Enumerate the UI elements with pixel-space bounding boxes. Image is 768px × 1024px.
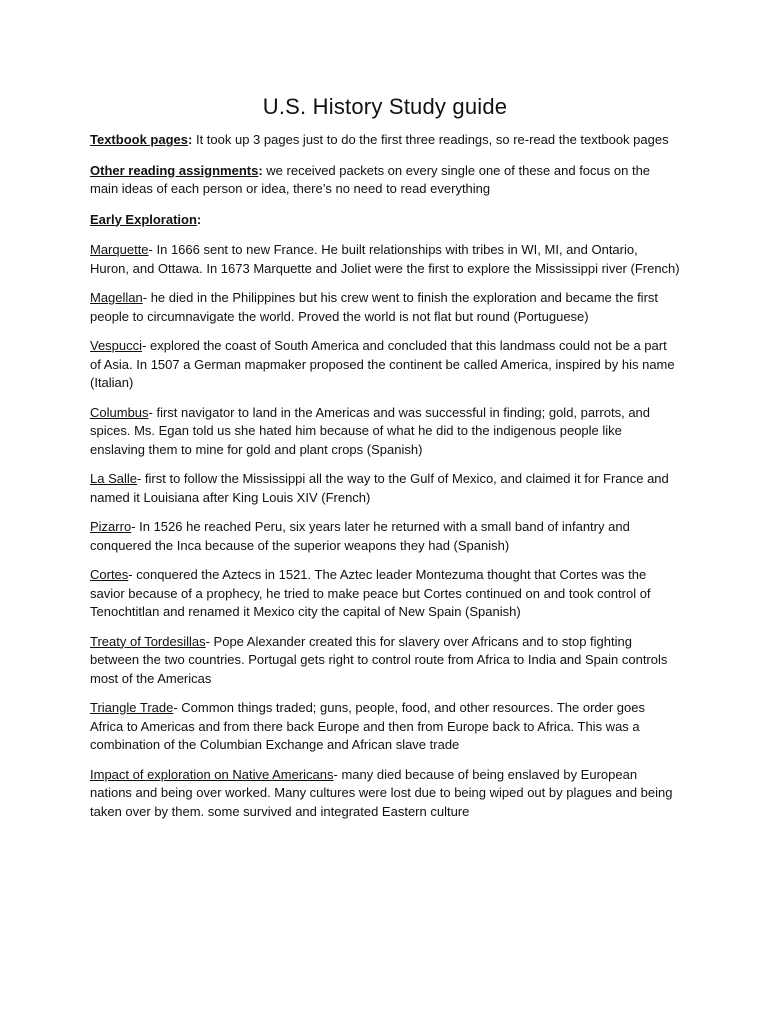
entry-impact-on-native-americans bbox=[90, 766, 680, 822]
textbook-pages-term: Textbook pages bbox=[90, 132, 189, 147]
entry-term: Pizarro bbox=[90, 519, 132, 534]
entry-triangle-trade bbox=[90, 699, 680, 755]
entry-text: - explored the coast of South America and concluded that this landmass could not be a part of Asia. In 1507 a German mapmaker proposed the continent be called America, inspired by his name (Italian) bbox=[90, 338, 675, 390]
entry-marquette bbox=[90, 241, 680, 278]
entry-vespucci bbox=[90, 337, 680, 393]
textbook-pages-colon: : bbox=[188, 132, 193, 147]
entry-text: - first to follow the Mississippi all the way to the Gulf of Mexico, and claimed it for France and named it Louisiana after King Louis XIV (French) bbox=[90, 471, 669, 505]
entry-text: - In 1666 sent to new France. He built relationships with tribes in WI, MI, and Ontario, Huron, and Ottawa. In 1673 Marquette and Joliet were the first to explore the Mississippi river (French) bbox=[90, 242, 680, 276]
entry-term: Marquette bbox=[90, 242, 149, 257]
entry-term: Treaty of Tordesillas bbox=[90, 633, 206, 649]
entry-text: - Common things traded; guns, people, food, and other resources. The order goes Africa to Americas and from there back Europe and then from Europe back to Africa. This was a combination of the Columbian Exchange and African slave trade bbox=[90, 700, 645, 752]
section-heading-paragraph bbox=[90, 211, 680, 230]
section-heading-early-exploration: Early Exploration bbox=[90, 211, 197, 227]
entry-term: Cortes bbox=[90, 567, 129, 582]
other-reading-paragraph bbox=[90, 162, 680, 199]
other-reading-term: Other reading assignments bbox=[90, 162, 259, 178]
other-reading-text: we received packets on every single one of these and focus on the main ideas of each person or idea, there’s no need to read everything bbox=[90, 162, 651, 196]
entry-term: Impact of exploration on Native Americans bbox=[90, 766, 334, 782]
entry-text: - Pope Alexander created this for slavery over Africans and to stop fighting between the two countries. Portugal gets right to control route from Africa to India and Spain controls most of the Americas bbox=[90, 633, 668, 686]
entry-cortes bbox=[90, 566, 680, 622]
entry-text: - many died because of being enslaved by European nations and being over worked. Many cultures were lost due to being wiped out by plagues and being taken over by them. some survived and integrated Eastern culture bbox=[90, 766, 673, 819]
entry-term: Vespucci bbox=[90, 338, 143, 353]
entry-text: - first navigator to land in the Americas and was successful in finding; gold, parrots, and spices. Ms. Egan told us she hated him because of what he did to the indigenous people like enslaving them to mine for gold and plant crops (Spanish) bbox=[90, 404, 651, 457]
entry-columbus bbox=[90, 404, 680, 460]
other-reading-colon: : bbox=[258, 162, 263, 178]
entry-text: - In 1526 he reached Peru, six years later he returned with a small band of infantry and conquered the Inca because of the superior weapons they had (Spanish) bbox=[90, 519, 630, 553]
entry-magellan bbox=[90, 289, 680, 326]
entry-treaty-of-tordesillas bbox=[90, 633, 680, 689]
entry-pizarro bbox=[90, 518, 680, 555]
textbook-pages-text: It took up 3 pages just to do the first three readings, so re-read the textbook pages bbox=[192, 132, 669, 147]
entry-la-salle bbox=[90, 470, 680, 507]
page-title: U.S. History Study guide bbox=[262, 94, 508, 119]
entry-text: - conquered the Aztecs in 1521. The Aztec leader Montezuma thought that Cortes was the savior because of a prophecy, he tried to make peace but Cortes continued on and took control of Tenochtitlan and renamed it Mexico city the capital of New Spain (Spanish) bbox=[90, 567, 651, 619]
document-page bbox=[90, 0, 680, 821]
entry-term: Columbus bbox=[90, 404, 149, 420]
textbook-pages-paragraph bbox=[90, 131, 680, 150]
section-heading-colon: : bbox=[196, 211, 202, 227]
entry-term: La Salle bbox=[90, 471, 137, 486]
entry-text: - he died in the Philippines but his crew went to finish the exploration and became the first people to circumnavigate the world. Proved the world is not flat but round (Portuguese) bbox=[90, 290, 659, 324]
entry-term: Triangle Trade bbox=[90, 700, 174, 715]
entry-term: Magellan bbox=[90, 290, 143, 305]
